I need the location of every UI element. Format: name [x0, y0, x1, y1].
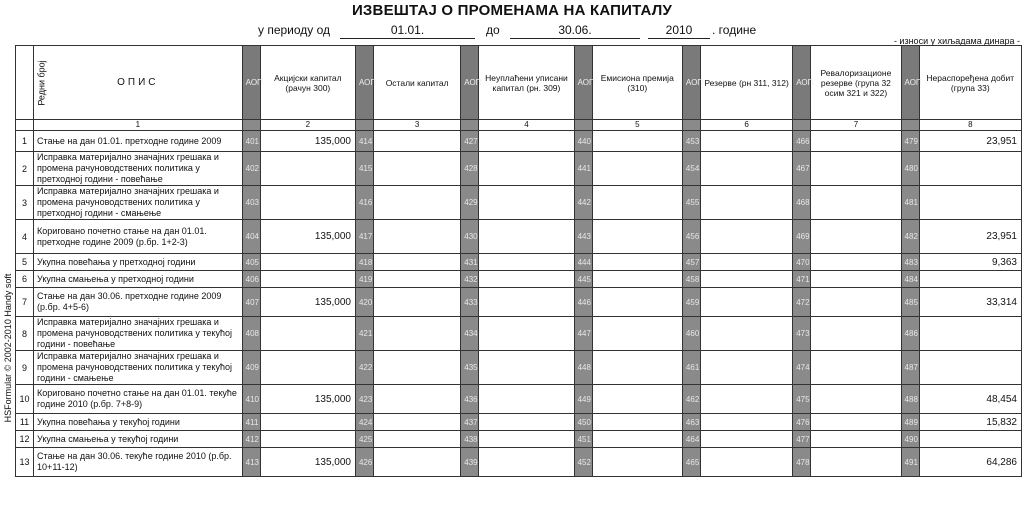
aop-code: 429: [461, 186, 479, 220]
value-cell: [374, 351, 461, 385]
value-cell: [479, 152, 574, 186]
aop-code: 486: [901, 317, 919, 351]
header-desc: ОПИС: [34, 46, 243, 120]
header-share-premium: Емисиона премија (310): [592, 46, 682, 120]
header-reserves: Резерве (рн 311, 312): [700, 46, 792, 120]
aop-code: 424: [355, 414, 373, 431]
value-cell: [700, 431, 792, 448]
aop-code: 448: [574, 351, 592, 385]
value-cell: [592, 431, 682, 448]
index-cell: 6: [700, 120, 792, 131]
value-cell: [374, 152, 461, 186]
aop-code: 430: [461, 220, 479, 254]
table-row: [16, 254, 1022, 271]
table-row: [16, 152, 1022, 186]
aop-code: 445: [574, 271, 592, 288]
aop-code: 484: [901, 271, 919, 288]
value-cell: [374, 220, 461, 254]
aop-code: 442: [574, 186, 592, 220]
value-cell: [811, 152, 901, 186]
aop-code: 404: [242, 220, 260, 254]
row-description: Стање на дан 30.06. претходне године 2009 (р.бр. 4+5-6): [34, 288, 243, 317]
aop-code: 471: [793, 271, 811, 288]
aop-code: 462: [682, 385, 700, 414]
retained-earnings-value: [919, 271, 1021, 288]
aop-code: 415: [355, 152, 373, 186]
value-cell: [479, 317, 574, 351]
value-cell: [592, 351, 682, 385]
value-cell: [811, 186, 901, 220]
aop-code: 425: [355, 431, 373, 448]
share-capital-value: [260, 414, 355, 431]
share-capital-value: 135,000: [260, 220, 355, 254]
aop-code: 402: [242, 152, 260, 186]
value-cell: [374, 414, 461, 431]
aop-code: 433: [461, 288, 479, 317]
share-capital-value: 135,000: [260, 288, 355, 317]
value-cell: [700, 254, 792, 271]
aop-code: 453: [682, 131, 700, 152]
aop-code: 434: [461, 317, 479, 351]
aop-code: 456: [682, 220, 700, 254]
row-number: 10: [16, 385, 34, 414]
value-cell: [700, 448, 792, 477]
index-cell: 3: [374, 120, 461, 131]
aop-code: 476: [793, 414, 811, 431]
row-description: Укупна повећања у претходној години: [34, 254, 243, 271]
aop-code: 460: [682, 317, 700, 351]
value-cell: [479, 288, 574, 317]
aop-code: 482: [901, 220, 919, 254]
value-cell: [811, 385, 901, 414]
aop-code: 436: [461, 385, 479, 414]
value-cell: [479, 414, 574, 431]
retained-earnings-value: 23,951: [919, 220, 1021, 254]
value-cell: [592, 186, 682, 220]
aop-code: 466: [793, 131, 811, 152]
aop-code: 431: [461, 254, 479, 271]
row-number: 6: [16, 271, 34, 288]
value-cell: [700, 351, 792, 385]
row-description: Укупна смањења у текућој години: [34, 431, 243, 448]
header-revaluation-reserves: Ревалоризационе резерве (група 32 осим 321 и 322): [811, 46, 901, 120]
value-cell: [374, 186, 461, 220]
period-year: 2010: [665, 23, 693, 37]
aop-code: 463: [682, 414, 700, 431]
aop-code: 468: [793, 186, 811, 220]
retained-earnings-value: 64,286: [919, 448, 1021, 477]
table-row: [16, 131, 1022, 152]
aop-code: 438: [461, 431, 479, 448]
aop-code: 427: [461, 131, 479, 152]
aop-code: 416: [355, 186, 373, 220]
table-row: [16, 186, 1022, 220]
aop-code: 443: [574, 220, 592, 254]
value-cell: [811, 448, 901, 477]
row-number: 4: [16, 220, 34, 254]
aop-code: 403: [242, 186, 260, 220]
retained-earnings-value: 48,454: [919, 385, 1021, 414]
value-cell: [592, 288, 682, 317]
retained-earnings-value: [919, 186, 1021, 220]
aop-code: 475: [793, 385, 811, 414]
aop-code: 485: [901, 288, 919, 317]
row-description: Исправка материјално значајних грешака и промена рачуноводствених политика у претходној години - смањење: [34, 186, 243, 220]
value-cell: [700, 271, 792, 288]
value-cell: [811, 220, 901, 254]
value-cell: [479, 131, 574, 152]
row-number: 5: [16, 254, 34, 271]
units-note: - износи у хиљадама динара -: [893, 36, 1020, 46]
share-capital-value: 135,000: [260, 131, 355, 152]
table-row: [16, 414, 1022, 431]
row-number: 7: [16, 288, 34, 317]
aop-code: 428: [461, 152, 479, 186]
aop-code: 412: [242, 431, 260, 448]
retained-earnings-value: [919, 152, 1021, 186]
index-aop-cell: [682, 120, 700, 131]
share-capital-value: 135,000: [260, 448, 355, 477]
aop-code: 450: [574, 414, 592, 431]
value-cell: [700, 220, 792, 254]
aop-code: 414: [355, 131, 373, 152]
value-cell: [592, 271, 682, 288]
table-row: [16, 220, 1022, 254]
row-description: Укупна повећања у текућој години: [34, 414, 243, 431]
value-cell: [374, 385, 461, 414]
value-cell: [700, 186, 792, 220]
share-capital-value: [260, 317, 355, 351]
value-cell: [811, 317, 901, 351]
aop-code: 488: [901, 385, 919, 414]
value-cell: [374, 431, 461, 448]
row-description: Исправка материјално значајних грешака и промена рачуноводствених политика у текућој години - смањење: [34, 351, 243, 385]
value-cell: [592, 385, 682, 414]
aop-code: 477: [793, 431, 811, 448]
share-capital-value: [260, 431, 355, 448]
row-number: 1: [16, 131, 34, 152]
value-cell: [479, 271, 574, 288]
row-description: Стање на дан 01.01. претходне године 2009: [34, 131, 243, 152]
aop-code: 487: [901, 351, 919, 385]
aop-code: 461: [682, 351, 700, 385]
software-credit: [1, 250, 15, 450]
aop-code: 489: [901, 414, 919, 431]
value-cell: [479, 254, 574, 271]
aop-code: 480: [901, 152, 919, 186]
header-aop: АОП: [461, 46, 479, 120]
index-aop-cell: [242, 120, 260, 131]
report-title: ИЗВЕШТАЈ О ПРОМЕНАМА НА КАПИТАЛУ: [351, 2, 673, 19]
aop-code: 420: [355, 288, 373, 317]
value-cell: [592, 317, 682, 351]
value-cell: [592, 254, 682, 271]
header-share-capital: Акцијски капитал (рачун 300): [260, 46, 355, 120]
value-cell: [700, 152, 792, 186]
aop-code: 470: [793, 254, 811, 271]
value-cell: [700, 288, 792, 317]
share-capital-value: [260, 152, 355, 186]
aop-code: 444: [574, 254, 592, 271]
value-cell: [592, 448, 682, 477]
row-description: Исправка материјално значајних грешака и промена рачуноводствених политика у претходној години - повећање: [34, 152, 243, 186]
share-capital-value: [260, 271, 355, 288]
aop-code: 446: [574, 288, 592, 317]
period-prefix: у периоду од: [258, 23, 331, 37]
header-unpaid-capital: Неуплаћени уписани капитал (рн. 309): [479, 46, 574, 120]
index-cell: 8: [919, 120, 1021, 131]
aop-code: 465: [682, 448, 700, 477]
aop-code: 464: [682, 431, 700, 448]
header-aop: АОП: [355, 46, 373, 120]
aop-code: 418: [355, 254, 373, 271]
period-suffix: . године: [712, 23, 757, 37]
value-cell: [811, 131, 901, 152]
aop-code: 479: [901, 131, 919, 152]
header-aop: АОП: [901, 46, 919, 120]
aop-code: 408: [242, 317, 260, 351]
period-line: [0, 21, 1024, 41]
row-number: 8: [16, 317, 34, 351]
table-row: [16, 431, 1022, 448]
aop-code: 417: [355, 220, 373, 254]
aop-code: 440: [574, 131, 592, 152]
aop-code: 478: [793, 448, 811, 477]
header-retained-earnings: Нераспоређена добит (група 33): [919, 46, 1021, 120]
header-aop: АОП: [793, 46, 811, 120]
value-cell: [700, 131, 792, 152]
row-number: 13: [16, 448, 34, 477]
share-capital-value: 135,000: [260, 385, 355, 414]
aop-code: 483: [901, 254, 919, 271]
row-number: 9: [16, 351, 34, 385]
aop-code: 435: [461, 351, 479, 385]
index-aop-cell: [793, 120, 811, 131]
value-cell: [592, 131, 682, 152]
aop-code: 481: [901, 186, 919, 220]
aop-code: 474: [793, 351, 811, 385]
header-aop: АОП: [574, 46, 592, 120]
header-aop: АОП: [242, 46, 260, 120]
index-aop-cell: [901, 120, 919, 131]
retained-earnings-value: [919, 351, 1021, 385]
value-cell: [700, 385, 792, 414]
value-cell: [592, 414, 682, 431]
aop-code: 437: [461, 414, 479, 431]
aop-code: 421: [355, 317, 373, 351]
aop-code: 457: [682, 254, 700, 271]
index-cell: 7: [811, 120, 901, 131]
value-cell: [374, 271, 461, 288]
aop-code: 490: [901, 431, 919, 448]
value-cell: [811, 431, 901, 448]
value-cell: [374, 288, 461, 317]
period-to: 30.06.: [558, 23, 592, 37]
table-row: [16, 385, 1022, 414]
index-aop-cell: [355, 120, 373, 131]
aop-code: 451: [574, 431, 592, 448]
header-row: [16, 46, 1022, 120]
aop-code: 426: [355, 448, 373, 477]
retained-earnings-value: 9,363: [919, 254, 1021, 271]
index-cell: [16, 120, 34, 131]
aop-code: 473: [793, 317, 811, 351]
aop-code: 469: [793, 220, 811, 254]
row-description: Кориговано почетно стање на дан 01.01. текуће године 2010 (р.бр. 7+8-9): [34, 385, 243, 414]
aop-code: 419: [355, 271, 373, 288]
row-number: 2: [16, 152, 34, 186]
value-cell: [479, 385, 574, 414]
row-number: 12: [16, 431, 34, 448]
aop-code: 432: [461, 271, 479, 288]
column-index-row: [16, 120, 1022, 131]
aop-code: 411: [242, 414, 260, 431]
aop-code: 459: [682, 288, 700, 317]
aop-code: 449: [574, 385, 592, 414]
value-cell: [700, 414, 792, 431]
value-cell: [700, 317, 792, 351]
retained-earnings-value: 33,314: [919, 288, 1021, 317]
table-row: [16, 351, 1022, 385]
aop-code: 491: [901, 448, 919, 477]
aop-code: 455: [682, 186, 700, 220]
table-row: [16, 448, 1022, 477]
value-cell: [479, 351, 574, 385]
header-rownum: Редни број: [16, 46, 34, 120]
table-row: [16, 271, 1022, 288]
aop-code: 458: [682, 271, 700, 288]
table-row: [16, 288, 1022, 317]
value-cell: [374, 317, 461, 351]
aop-code: 439: [461, 448, 479, 477]
index-cell: 1: [34, 120, 243, 131]
aop-code: 423: [355, 385, 373, 414]
value-cell: [374, 448, 461, 477]
table-row: [16, 317, 1022, 351]
row-description: Укупна смањења у претходној години: [34, 271, 243, 288]
value-cell: [811, 351, 901, 385]
share-capital-value: [260, 351, 355, 385]
aop-code: 409: [242, 351, 260, 385]
aop-code: 441: [574, 152, 592, 186]
row-number: 3: [16, 186, 34, 220]
row-number: 11: [16, 414, 34, 431]
retained-earnings-value: 15,832: [919, 414, 1021, 431]
aop-code: 467: [793, 152, 811, 186]
aop-code: 407: [242, 288, 260, 317]
aop-code: 422: [355, 351, 373, 385]
capital-changes-table: [15, 45, 1022, 477]
aop-code: 447: [574, 317, 592, 351]
row-description: Исправка материјално значајних грешака и промена рачуноводствених политика у текућој години - повећање: [34, 317, 243, 351]
value-cell: [811, 271, 901, 288]
aop-code: 413: [242, 448, 260, 477]
share-capital-value: [260, 254, 355, 271]
index-aop-cell: [461, 120, 479, 131]
aop-code: 401: [242, 131, 260, 152]
value-cell: [592, 152, 682, 186]
index-aop-cell: [574, 120, 592, 131]
value-cell: [811, 288, 901, 317]
value-cell: [374, 131, 461, 152]
aop-code: 452: [574, 448, 592, 477]
aop-code: 454: [682, 152, 700, 186]
header-aop: АОП: [682, 46, 700, 120]
row-description: Кориговано почетно стање на дан 01.01. претходне године 2009 (р.бр. 1+2-3): [34, 220, 243, 254]
header-other-capital: Остали капитал: [374, 46, 461, 120]
period-from: 01.01.: [390, 23, 425, 37]
software-credit-text: HSFormular © 2002-2010 Handy soft: [3, 273, 13, 423]
value-cell: [479, 186, 574, 220]
value-cell: [479, 431, 574, 448]
retained-earnings-value: 23,951: [919, 131, 1021, 152]
row-description: Стање на дан 30.06. текуће године 2010 (р.бр. 10+11-12): [34, 448, 243, 477]
value-cell: [479, 220, 574, 254]
period-to-label: до: [486, 23, 500, 37]
retained-earnings-value: [919, 317, 1021, 351]
index-cell: 2: [260, 120, 355, 131]
value-cell: [479, 448, 574, 477]
aop-code: 405: [242, 254, 260, 271]
aop-code: 406: [242, 271, 260, 288]
retained-earnings-value: [919, 431, 1021, 448]
value-cell: [592, 220, 682, 254]
value-cell: [374, 254, 461, 271]
aop-code: 410: [242, 385, 260, 414]
aop-code: 472: [793, 288, 811, 317]
value-cell: [811, 414, 901, 431]
share-capital-value: [260, 186, 355, 220]
value-cell: [811, 254, 901, 271]
index-cell: 5: [592, 120, 682, 131]
index-cell: 4: [479, 120, 574, 131]
